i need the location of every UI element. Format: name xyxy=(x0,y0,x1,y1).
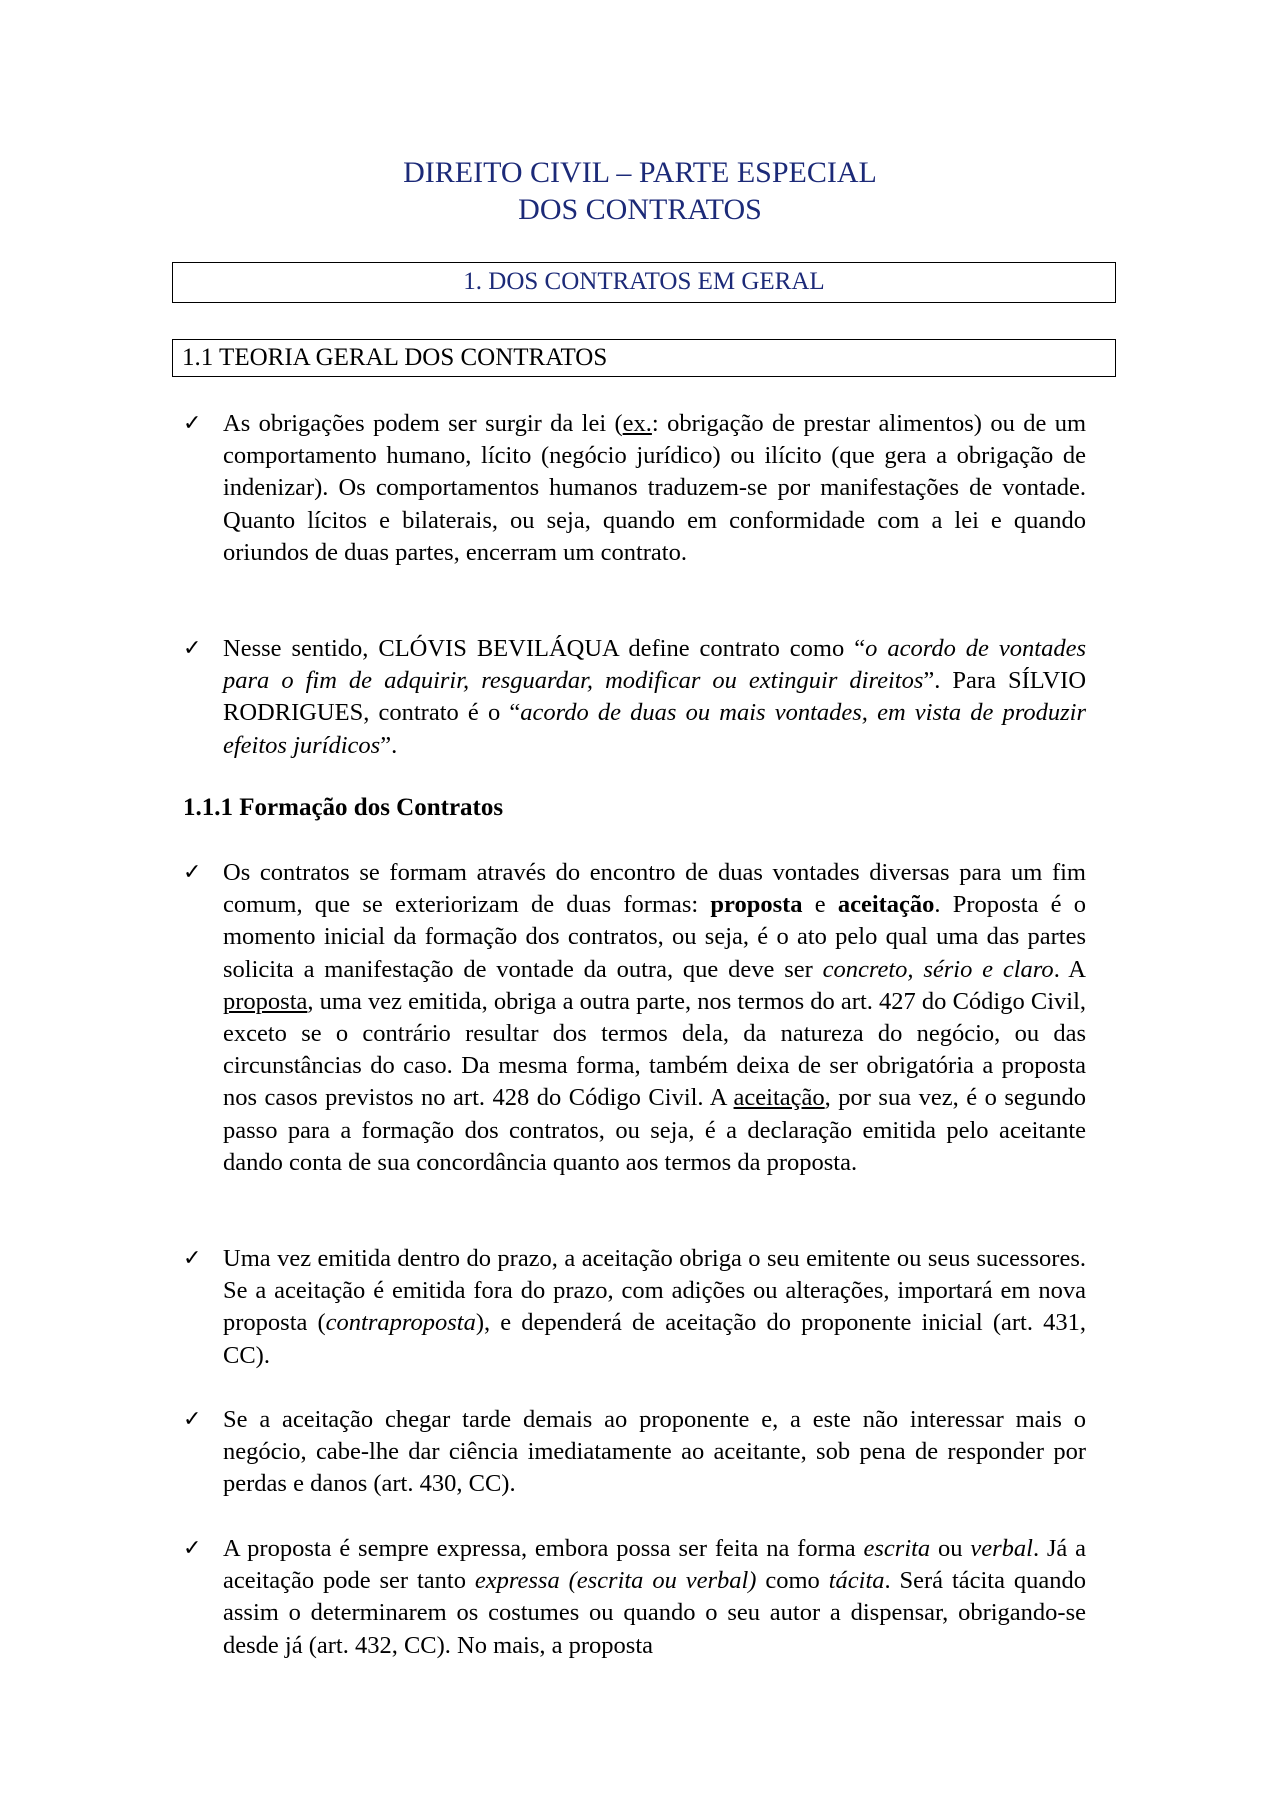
section-heading: 1.1 TEORIA GERAL DOS CONTRATOS xyxy=(172,339,1116,377)
paragraph: A proposta é sempre expressa, embora possa ser feita na forma escrita ou verbal. Já a aceitação pode ser tanto expressa (escrita ou verbal) como tácita. Será tácita quando assim o determinarem os costumes ou quando o seu autor a dispensar, obrigando-se desde já (art. 432, CC). No mais, a proposta xyxy=(223,1535,1087,1659)
document-title-line2: DOS CONTRATOS xyxy=(518,193,762,226)
paragraph: Uma vez emitida dentro do prazo, a aceitação obriga o seu emitente ou seus sucessores. Se a aceitação é emitida fora do prazo, com adições ou alterações, importará em nova proposta (contraproposta), e dependerá de aceitação do proponente inicial (art. 431, CC). xyxy=(223,1245,1086,1369)
subsection-heading: 1.1.1 Formação dos Contratos xyxy=(183,794,504,821)
paragraph: Os contratos se formam através do encontro de duas vontades diversas para um fim comum, que se exteriorizam de duas formas: proposta e aceitação. Proposta é o momento inicial da formação dos contratos, ou seja, é o ato pelo qual uma das partes solicita a manifestação de vontade da outra, que deve ser concreto, sério e claro. A proposta, uma vez emitida, obriga a outra parte, nos termos do art. 427 do Código Civil, exceto se o contrário resultar dos termos dela, da natureza do negócio, ou das circunstâncias do caso. Da mesma forma, também deixa de ser obrigatória a proposta nos casos previstos no art. 428 do Código Civil. A aceitação, por sua vez, é o segundo passo para a formação dos contratos, ou seja, é a declaração emitida pelo aceitante dando conta de sua concordância quanto aos termos da proposta. xyxy=(223,859,1087,1176)
paragraph: Nesse sentido, CLÓVIS BEVILÁQUA define contrato como “o acordo de vontades para o fim de adquirir, resguardar, modificar ou extinguir direitos”. Para SÍLVIO RODRIGUES, contrato é o “acordo de duas ou mais vontades, em vista de produzir efeitos jurídicos”. xyxy=(223,635,1087,759)
paragraph: Se a aceitação chegar tarde demais ao proponente e, a este não interessar mais o negócio, cabe-lhe dar ciência imediatamente ao aceitante, sob pena de responder por perdas e danos (art. 430, CC). xyxy=(223,1406,1086,1498)
document-title-line1: DIREITO CIVIL – PARTE ESPECIAL xyxy=(403,156,877,189)
checkmark-icon: ✓ xyxy=(183,1246,202,1271)
checkmark-icon: ✓ xyxy=(183,411,202,436)
checkmark-icon: ✓ xyxy=(183,860,202,885)
checkmark-icon: ✓ xyxy=(183,1536,202,1561)
checkmark-icon: ✓ xyxy=(183,636,202,661)
paragraph: As obrigações podem ser surgir da lei (ex.: obrigação de prestar alimentos) ou de um comportamento humano, lícito (negócio jurídico) ou ilícito (que gera a obrigação de indenizar). Os comportamentos humanos traduzem-se por manifestações de vontade. Quanto lícitos e bilaterais, ou seja, quando em conformidade com a lei e quando oriundos de duas partes, encerram um contrato. xyxy=(223,410,1086,566)
checkmark-icon: ✓ xyxy=(183,1407,202,1432)
chapter-heading: 1. DOS CONTRATOS EM GERAL xyxy=(172,262,1116,303)
